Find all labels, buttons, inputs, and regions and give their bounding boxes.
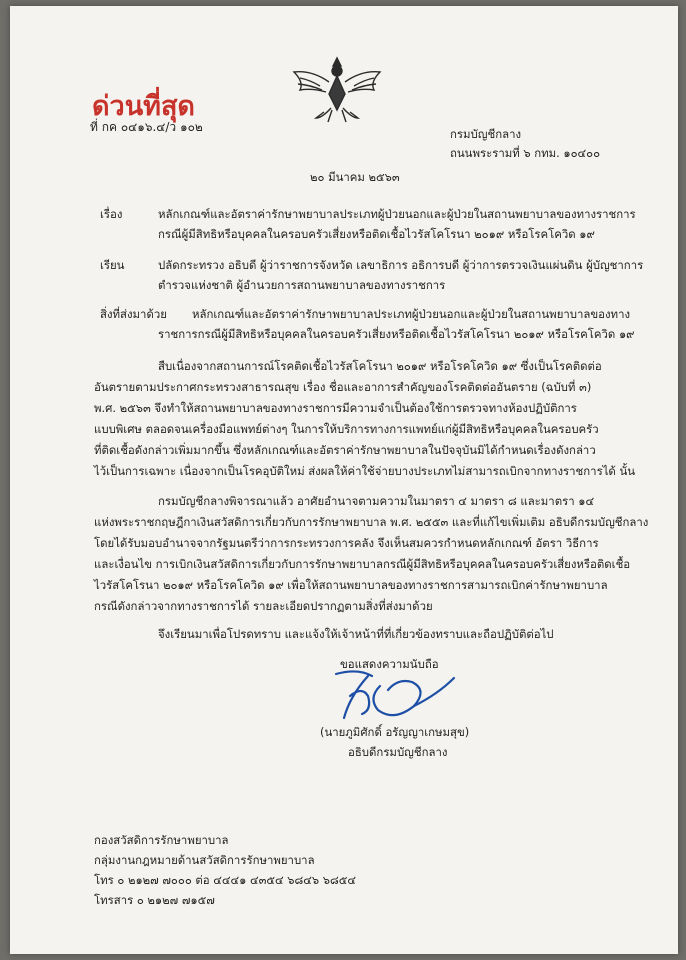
closing-text: ขอแสดงความนับถือ — [340, 657, 439, 671]
paragraph-2-line-1: กรมบัญชีกลางพิจารณาแล้ว อาศัยอำนาจตามความในมาตรา ๔ มาตรา ๘ และมาตรา ๑๔ — [158, 494, 595, 508]
urgency-stamp: ด่วนที่สุด — [92, 91, 195, 122]
subject-line-2: กรณีผู้มีสิทธิหรือบุคคลในครอบครัวเสี่ยงหรือติดเชื้อไวรัสโคโรนา ๒๐๑๙ หรือโรคโควิด ๑๙ — [158, 227, 595, 241]
paragraph-1-line-5: ที่ติดเชื้อดังกล่าวเพิ่มมากขึ้น ซึ่งหลักเกณฑ์และอัตราค่ารักษาพยาบาลในปัจจุบันมิได้กำหนดเรื่องดังกล่าว — [94, 443, 596, 457]
recipient-label: เรียน — [100, 258, 125, 272]
enclosure-line-1: หลักเกณฑ์และอัตราค่ารักษาพยาบาลประเภทผู้ป่วยนอกและผู้ป่วยในสถานพยาบาลของทาง — [192, 307, 631, 321]
recipient-line-1: ปลัดกระทรวง อธิบดี ผู้ว่าราชการจังหวัด เลขาธิการ อธิการบดี ผู้ว่าการตรวจเงินแผ่นดิน ผู้บัญชาการ — [158, 258, 644, 272]
paragraph-3-line-1: จึงเรียนมาเพื่อโปรดทราบ และแจ้งให้เจ้าหน้าที่ที่เกี่ยวข้องทราบและถือปฏิบัติต่อไป — [158, 627, 554, 641]
recipient-line-2: ตำรวจแห่งชาติ ผู้อำนวยการสถานพยาบาลของทางราชการ — [158, 278, 446, 292]
enclosure-line-2: ราชการกรณีผู้มีสิทธิหรือบุคคลในครอบครัวเสี่ยงหรือติดเชื้อไวรัสโคโรนา ๒๐๑๙ หรือโรคโควิด ๑๙ — [158, 327, 635, 341]
footer-division: กองสวัสดิการรักษาพยาบาล — [94, 833, 229, 847]
paragraph-2-line-5: ไวรัสโคโรนา ๒๐๑๙ หรือโรคโควิด ๑๙ เพื่อให้สถานพยาบาลของทางราชการสามารถเบิกค่ารักษาพยาบาล — [94, 578, 608, 592]
agency-address: ถนนพระรามที่ ๖ กทม. ๑๐๔๐๐ — [450, 146, 601, 160]
signature-image — [328, 666, 468, 726]
footer-group: กลุ่มงานกฎหมายด้านสวัสดิการรักษาพยาบาล — [94, 853, 315, 867]
paragraph-1-line-6: ไว้เป็นการเฉพาะ เนื่องจากเป็นโรคอุบัติใหม่ ส่งผลให้ค่าใช้จ่ายบางประเภทไม่สามารถเบิกจากทางราชการได้ นั้น — [94, 464, 636, 478]
document-page — [10, 6, 678, 954]
agency-name: กรมบัญชีกลาง — [450, 127, 522, 141]
subject-line-1: หลักเกณฑ์และอัตราค่ารักษาพยาบาลประเภทผู้ป่วยนอกและผู้ป่วยในสถานพยาบาลของทางราชการ — [158, 207, 636, 221]
subject-label: เรื่อง — [100, 207, 123, 221]
paragraph-1-line-4: แบบพิเศษ ตลอดจนเครื่องมือแพทย์ต่างๆ ในการให้บริการทางการแพทย์แก่ผู้มีสิทธิหรือบุคคลในครอบครัว — [94, 422, 599, 436]
garuda-emblem — [282, 52, 392, 124]
signer-title: อธิบดีกรมบัญชีกลาง — [348, 745, 448, 759]
paragraph-1-line-2: อันตรายตามประกาศกระทรวงสาธารณสุข เรื่อง ชื่อและอาการสำคัญของโรคติดต่ออันตราย (ฉบับที่ ๓) — [94, 380, 592, 394]
enclosure-label: สิ่งที่ส่งมาด้วย — [100, 307, 167, 321]
paragraph-2-line-4: และเงื่อนไข การเบิกเงินสวัสดิการเกี่ยวกับการรักษาพยาบาลกรณีผู้มีสิทธิหรือบุคคลในครอบครัวเสี่ยงหรือติดเชื้อ — [94, 557, 631, 571]
footer-fax: โทรสาร ๐ ๒๑๒๗ ๗๑๕๗ — [94, 893, 215, 907]
signer-name: (นายภูมิศักดิ์ อรัญญาเกษมสุข) — [320, 725, 470, 739]
footer-phone: โทร ๐ ๒๑๒๗ ๗๐๐๐ ต่อ ๔๔๔๑ ๔๓๕๔ ๖๘๔๖ ๖๘๕๔ — [94, 873, 357, 887]
paragraph-1-line-1: สืบเนื่องจากสถานการณ์โรคติดเชื้อไวรัสโคโรนา ๒๐๑๙ หรือโรคโควิด ๑๙ ซึ่งเป็นโรคติดต่อ — [158, 359, 602, 373]
document-number: ที่ กค ๐๔๑๖.๔/ว ๑๐๒ — [90, 120, 203, 134]
paragraph-2-line-3: โดยได้รับมอบอำนาจจากรัฐมนตรีว่าการกระทรวงการคลัง จึงเห็นสมควรกำหนดหลักเกณฑ์ อัตรา วิธีการ — [94, 536, 599, 550]
paragraph-2-line-6: กรณีดังกล่าวจากทางราชการได้ รายละเอียดปรากฏตามสิ่งที่ส่งมาด้วย — [94, 599, 433, 613]
document-date: ๒๐ มีนาคม ๒๕๖๓ — [310, 170, 400, 184]
paragraph-1-line-3: พ.ศ. ๒๕๖๓ จึงทำให้สถานพยาบาลของทางราชการมีความจำเป็นต้องใช้การตรวจทางห้องปฏิบัติการ — [94, 401, 577, 415]
paragraph-2-line-2: แห่งพระราชกฤษฎีกาเงินสวัสดิการเกี่ยวกับการรักษาพยาบาล พ.ศ. ๒๕๕๓ และที่แก้ไขเพิ่มเติม อธิบดีกรมบัญชีกลาง — [94, 515, 649, 529]
